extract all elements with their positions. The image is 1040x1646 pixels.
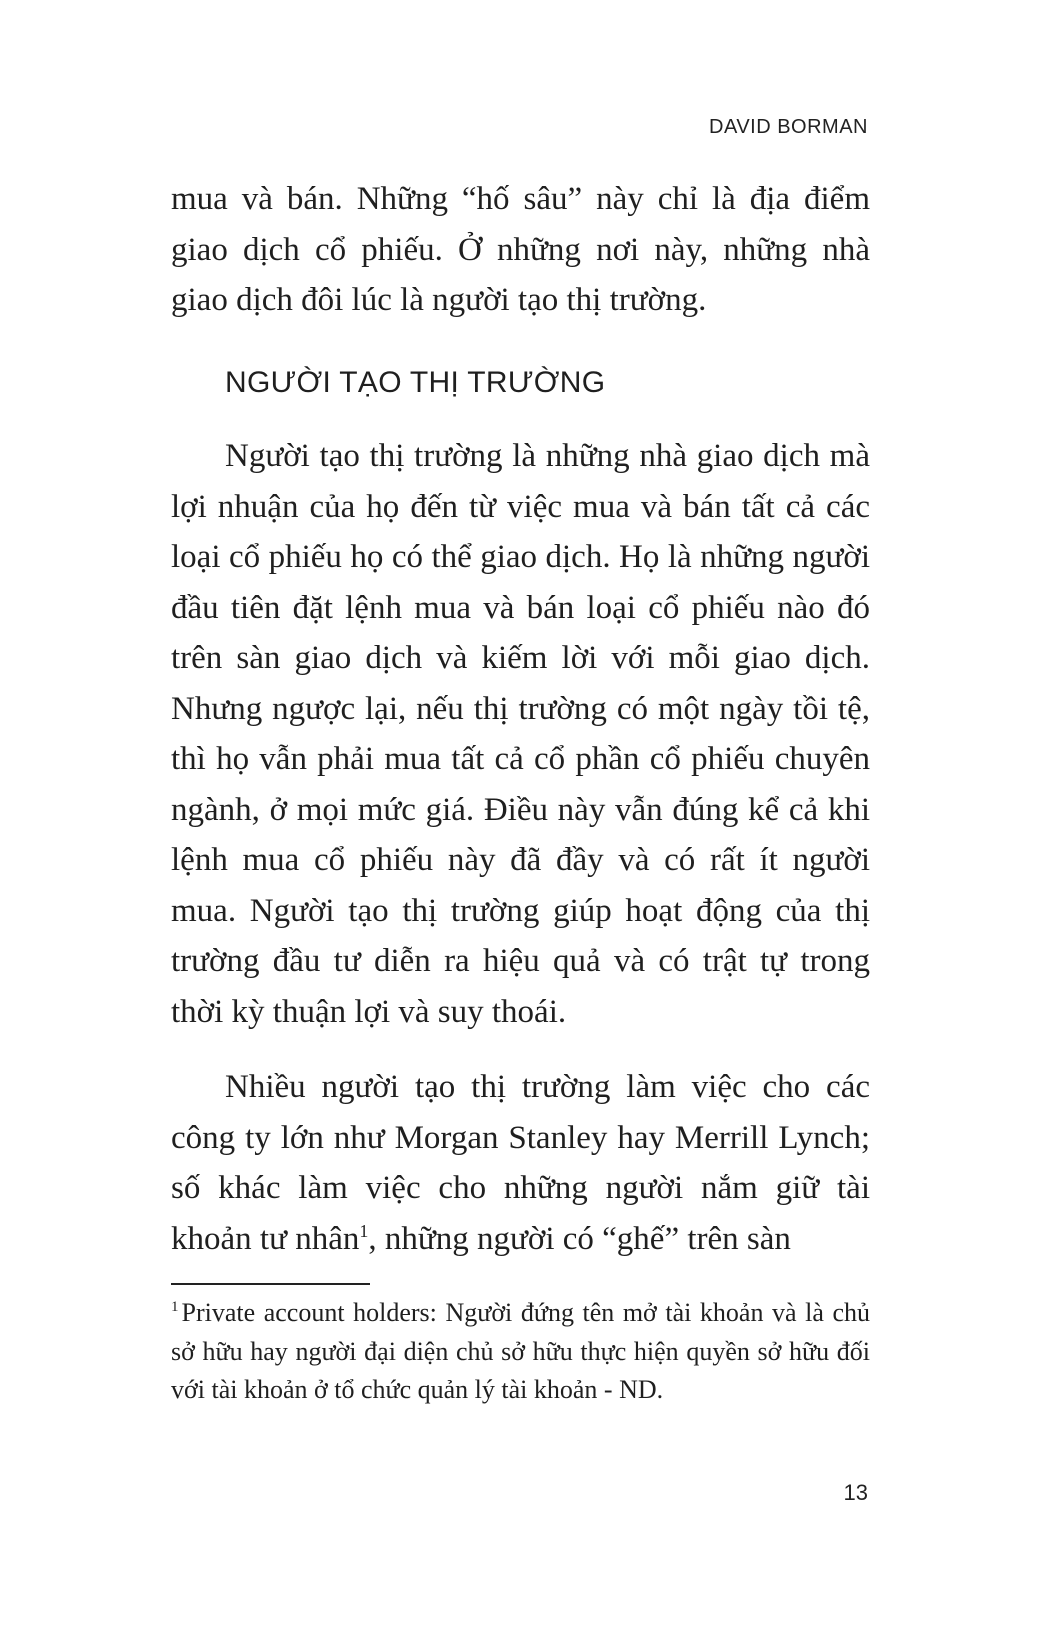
intro-paragraph: mua và bán. Những “hố sâu” này chỉ là địa điểm giao dịch cổ phiếu. Ở những nơi này, những nhà giao dịch đôi lúc là người tạo thị trường.	[171, 181, 870, 318]
section-heading: NGƯỜI TẠO THỊ TRƯỜNG	[225, 366, 606, 399]
page-number: 13	[843, 1480, 868, 1505]
paragraph-text: , những người có “ghế” trên sàn	[368, 1220, 791, 1257]
footnote-reference: 1	[359, 1220, 369, 1241]
footnote	[171, 1294, 870, 1410]
footnote-marker: 1	[171, 1299, 179, 1316]
footnote-text: Private account holders: Người đứng tên mở tài khoản và là chủ sở hữu hay người đại diện chủ sở hữu thực hiện quyền sở hữu đối với tài khoản ở tổ chức quản lý tài khoản - ND.	[171, 1298, 870, 1404]
body-paragraph-with-footnote	[171, 1062, 870, 1264]
footnote-divider	[171, 1283, 370, 1285]
body-paragraph: Người tạo thị trường là những nhà giao dịch mà lợi nhuận của họ đến từ việc mua và bán tất cả các loại cổ phiếu họ có thể giao dịch. Họ là những người đầu tiên đặt lệnh mua và bán loại cổ phiếu nào đó trên sàn giao dịch và kiếm lời với mỗi giao dịch. Nhưng ngược lại, nếu thị trường có một ngày tồi tệ, thì họ vẫn phải mua tất cả cổ phần cổ phiếu chuyên ngành, ở mọi mức giá. Điều này vẫn đúng kể cả khi lệnh mua cổ phiếu này đã đầy và có rất ít người mua. Người tạo thị trường giúp hoạt động của thị trường đầu tư diễn ra hiệu quả và có trật tự trong thời kỳ thuận lợi và suy thoái.	[171, 438, 870, 1030]
paragraph-text: Nhiều người tạo thị trường làm việc cho các công ty lớn như Morgan Stanley hay Merrill Lynch; số khác làm việc cho những người nắm giữ tài khoản tư nhân	[171, 1069, 870, 1257]
running-head: DAVID BORMAN	[709, 116, 868, 138]
